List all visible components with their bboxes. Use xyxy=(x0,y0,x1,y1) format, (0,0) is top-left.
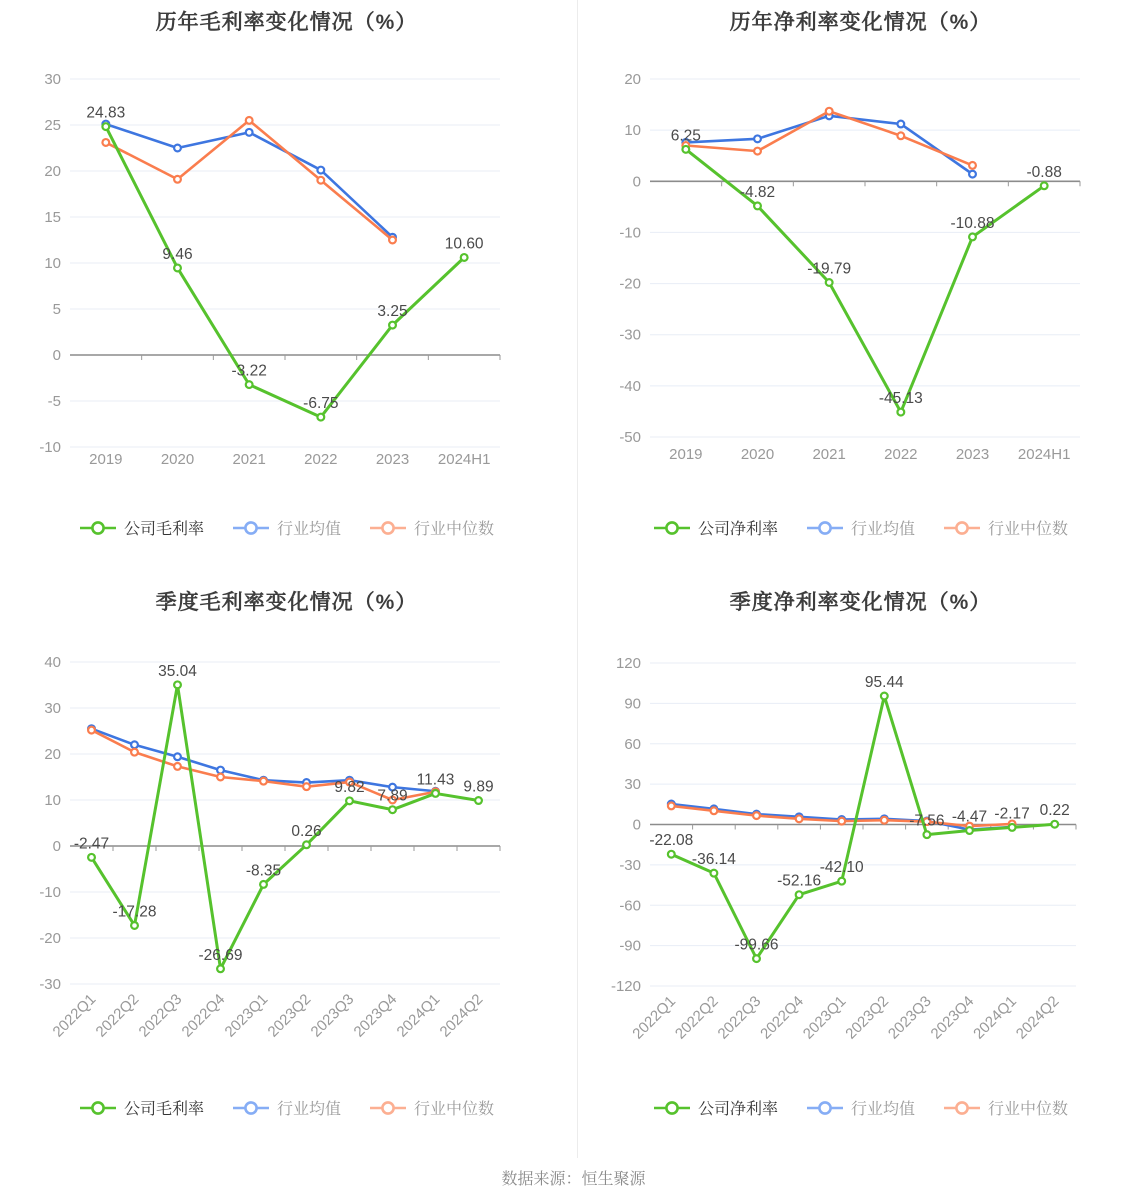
legend-label: 行业均值 xyxy=(276,1101,341,1118)
series-company-line xyxy=(88,681,482,972)
svg-text:2022Q2: 2022Q2 xyxy=(671,992,722,1043)
svg-text:2022Q3: 2022Q3 xyxy=(135,990,186,1041)
svg-text:11.43: 11.43 xyxy=(416,771,455,789)
svg-text:3.25: 3.25 xyxy=(377,303,408,321)
svg-text:-50: -50 xyxy=(619,429,641,446)
legend-label: 公司毛利率 xyxy=(123,521,204,538)
svg-text:15: 15 xyxy=(44,209,61,226)
svg-text:2023Q2: 2023Q2 xyxy=(842,992,893,1043)
svg-text:-45.13: -45.13 xyxy=(878,390,923,408)
svg-text:2022: 2022 xyxy=(884,446,918,463)
svg-text:90: 90 xyxy=(624,695,641,713)
svg-text:2020: 2020 xyxy=(160,451,195,468)
svg-text:-42.10: -42.10 xyxy=(819,859,864,877)
chart-legend xyxy=(574,1096,1147,1119)
svg-text:2022Q1: 2022Q1 xyxy=(49,990,100,1041)
series-industry_avg-line xyxy=(682,112,975,177)
svg-text:0: 0 xyxy=(52,347,61,364)
svg-text:-30: -30 xyxy=(619,856,641,874)
svg-text:-10.88: -10.88 xyxy=(950,214,995,232)
chart-title: 历年毛利率变化情况（%） xyxy=(155,11,418,34)
svg-text:10: 10 xyxy=(624,122,641,140)
x-axis-labels xyxy=(89,451,490,468)
svg-text:2024Q1: 2024Q1 xyxy=(970,992,1020,1043)
svg-text:20: 20 xyxy=(624,71,641,88)
svg-text:2024H1: 2024H1 xyxy=(1017,446,1071,463)
legend-line-marker-icon xyxy=(79,520,117,536)
svg-text:2023Q4: 2023Q4 xyxy=(350,990,401,1041)
svg-text:-120: -120 xyxy=(610,978,641,995)
x-axis-labels xyxy=(50,991,487,1041)
svg-text:2022Q4: 2022Q4 xyxy=(757,992,807,1043)
svg-text:2022: 2022 xyxy=(304,451,338,468)
svg-text:7.89: 7.89 xyxy=(377,787,408,805)
svg-text:2023Q3: 2023Q3 xyxy=(884,992,935,1043)
legend-label: 行业中位数 xyxy=(414,1101,495,1118)
legend-line-marker-icon xyxy=(232,520,270,536)
y-axis-labels xyxy=(39,71,61,456)
series-company-line xyxy=(682,146,1047,416)
svg-text:9.82: 9.82 xyxy=(334,778,365,796)
svg-text:10: 10 xyxy=(44,255,61,272)
svg-text:30: 30 xyxy=(44,700,61,717)
svg-text:2022Q1: 2022Q1 xyxy=(629,992,680,1043)
svg-text:-6.75: -6.75 xyxy=(303,395,339,413)
svg-text:-26.69: -26.69 xyxy=(198,946,243,964)
legend-line-marker-icon xyxy=(806,520,844,536)
legend-item-industry_avg[interactable] xyxy=(232,1096,341,1119)
legend-label: 公司毛利率 xyxy=(123,1101,204,1118)
svg-text:2023Q2: 2023Q2 xyxy=(264,990,315,1041)
svg-text:-3.22: -3.22 xyxy=(231,362,267,380)
svg-text:-17.28: -17.28 xyxy=(112,903,157,921)
quarterly-gross-margin-chart xyxy=(0,580,573,1158)
legend-item-company[interactable] xyxy=(79,1096,204,1119)
legend-item-company[interactable] xyxy=(653,516,778,539)
legend-label: 公司净利率 xyxy=(697,521,778,538)
svg-text:30: 30 xyxy=(44,71,61,88)
svg-text:0.26: 0.26 xyxy=(291,822,322,840)
svg-text:-40: -40 xyxy=(619,377,641,395)
svg-text:5: 5 xyxy=(52,301,61,318)
svg-text:-7.56: -7.56 xyxy=(909,812,945,830)
legend-line-marker-icon xyxy=(943,520,981,536)
svg-text:2020: 2020 xyxy=(740,446,775,463)
annual-net-margin-chart xyxy=(574,0,1147,572)
legend-line-marker-icon xyxy=(369,1100,407,1116)
legend-line-marker-icon xyxy=(653,1100,691,1116)
y-axis-labels xyxy=(611,655,641,995)
y-axis-labels xyxy=(619,71,641,446)
svg-text:2023: 2023 xyxy=(375,451,410,468)
svg-text:0: 0 xyxy=(632,816,641,834)
data-source: 数据来源：恒生聚源 xyxy=(501,1171,646,1188)
quarterly-net-margin-plot xyxy=(574,620,1147,1090)
svg-text:2021: 2021 xyxy=(812,446,846,463)
svg-text:2024Q2: 2024Q2 xyxy=(1012,992,1063,1043)
svg-text:-60: -60 xyxy=(619,897,641,915)
svg-text:9.89: 9.89 xyxy=(463,778,494,796)
legend-line-marker-icon xyxy=(369,520,407,536)
legend-label: 行业中位数 xyxy=(988,521,1069,538)
quarterly-gross-margin-plot xyxy=(0,620,573,1090)
svg-text:-22.08: -22.08 xyxy=(649,832,694,850)
legend-label: 行业中位数 xyxy=(988,1101,1069,1118)
chart-legend xyxy=(0,1096,573,1119)
chart-title: 历年净利率变化情况（%） xyxy=(729,11,992,34)
svg-text:20: 20 xyxy=(44,163,61,180)
svg-text:-10: -10 xyxy=(39,884,61,901)
legend-item-industry_avg[interactable] xyxy=(232,516,341,539)
chart-legend xyxy=(0,516,573,539)
chart-legend xyxy=(574,516,1147,539)
legend-line-marker-icon xyxy=(79,1100,117,1116)
svg-text:-36.14: -36.14 xyxy=(691,851,736,869)
svg-text:-52.16: -52.16 xyxy=(777,872,822,890)
legend-label: 行业均值 xyxy=(850,521,915,538)
svg-text:-99.66: -99.66 xyxy=(734,936,779,954)
company-value-labels xyxy=(671,127,1062,407)
svg-text:-4.47: -4.47 xyxy=(951,808,988,826)
svg-text:-20: -20 xyxy=(619,275,641,293)
svg-text:9.46: 9.46 xyxy=(162,245,193,263)
svg-text:30: 30 xyxy=(624,776,641,794)
legend-item-company[interactable] xyxy=(653,1096,778,1119)
svg-text:-2.47: -2.47 xyxy=(73,835,110,853)
svg-text:120: 120 xyxy=(615,655,641,672)
svg-text:-4.82: -4.82 xyxy=(739,183,776,201)
svg-text:-10: -10 xyxy=(619,224,641,242)
svg-text:10.60: 10.60 xyxy=(444,235,484,253)
svg-text:2023Q3: 2023Q3 xyxy=(307,990,358,1041)
chart-title: 季度毛利率变化情况（%） xyxy=(155,591,418,614)
svg-text:2019: 2019 xyxy=(89,451,123,468)
chart-title: 季度净利率变化情况（%） xyxy=(729,591,992,614)
svg-text:25: 25 xyxy=(44,117,61,134)
svg-text:2024Q1: 2024Q1 xyxy=(393,990,444,1041)
legend-line-marker-icon xyxy=(806,1100,844,1116)
svg-text:2019: 2019 xyxy=(669,446,703,463)
svg-text:-5: -5 xyxy=(47,393,61,410)
svg-text:6.25: 6.25 xyxy=(670,127,701,145)
gridlines xyxy=(650,79,1080,437)
svg-text:-2.17: -2.17 xyxy=(994,805,1030,823)
legend-item-company[interactable] xyxy=(79,516,204,539)
svg-text:2023Q1: 2023Q1 xyxy=(221,990,272,1041)
svg-text:60: 60 xyxy=(624,735,641,753)
svg-text:-90: -90 xyxy=(619,937,641,955)
legend-line-marker-icon xyxy=(653,520,691,536)
gridlines xyxy=(70,662,500,984)
legend-label: 行业均值 xyxy=(850,1101,915,1118)
svg-text:-10: -10 xyxy=(39,439,61,456)
svg-text:2024Q2: 2024Q2 xyxy=(436,990,487,1041)
series-industry_avg-line xyxy=(102,121,395,241)
legend-label: 行业均值 xyxy=(276,521,341,538)
y-axis-labels xyxy=(39,654,61,993)
svg-text:0: 0 xyxy=(632,173,641,191)
svg-text:40: 40 xyxy=(44,654,61,671)
svg-text:-0.88: -0.88 xyxy=(1026,163,1062,181)
legend-label: 公司净利率 xyxy=(697,1101,778,1118)
svg-text:35.04: 35.04 xyxy=(158,662,197,680)
svg-text:-19.79: -19.79 xyxy=(807,260,852,278)
svg-text:2022Q3: 2022Q3 xyxy=(714,992,765,1043)
legend-item-industry_median[interactable] xyxy=(369,1096,494,1119)
annual-gross-margin-plot xyxy=(0,40,573,510)
svg-text:2023: 2023 xyxy=(955,446,990,463)
x-axis-labels xyxy=(669,446,1070,463)
svg-text:2021: 2021 xyxy=(232,451,266,468)
svg-text:10: 10 xyxy=(44,792,61,809)
legend-label: 行业中位数 xyxy=(414,521,495,538)
x-axis-labels xyxy=(629,993,1062,1043)
svg-text:95.44: 95.44 xyxy=(864,674,904,692)
svg-text:2024H1: 2024H1 xyxy=(437,451,491,468)
svg-text:2022Q2: 2022Q2 xyxy=(92,990,143,1041)
svg-text:0.22: 0.22 xyxy=(1039,802,1070,820)
legend-line-marker-icon xyxy=(943,1100,981,1116)
svg-text:2022Q4: 2022Q4 xyxy=(178,990,229,1041)
legend-item-industry_median[interactable] xyxy=(943,516,1068,539)
svg-text:-8.35: -8.35 xyxy=(245,862,282,880)
annual-gross-margin-chart xyxy=(0,0,573,572)
svg-text:-20: -20 xyxy=(39,930,61,947)
legend-item-industry_avg[interactable] xyxy=(806,516,915,539)
svg-text:2023Q1: 2023Q1 xyxy=(799,992,850,1043)
quarterly-net-margin-chart xyxy=(574,580,1147,1158)
svg-text:20: 20 xyxy=(44,746,61,763)
legend-item-industry_median[interactable] xyxy=(943,1096,1068,1119)
legend-line-marker-icon xyxy=(232,1100,270,1116)
svg-text:24.83: 24.83 xyxy=(86,104,126,122)
legend-item-industry_median[interactable] xyxy=(369,516,494,539)
svg-text:-30: -30 xyxy=(39,976,61,993)
annual-net-margin-plot xyxy=(574,40,1147,510)
legend-item-industry_avg[interactable] xyxy=(806,1096,915,1119)
svg-text:-30: -30 xyxy=(619,326,641,344)
svg-text:2023Q4: 2023Q4 xyxy=(927,992,978,1043)
svg-text:0: 0 xyxy=(52,838,61,855)
